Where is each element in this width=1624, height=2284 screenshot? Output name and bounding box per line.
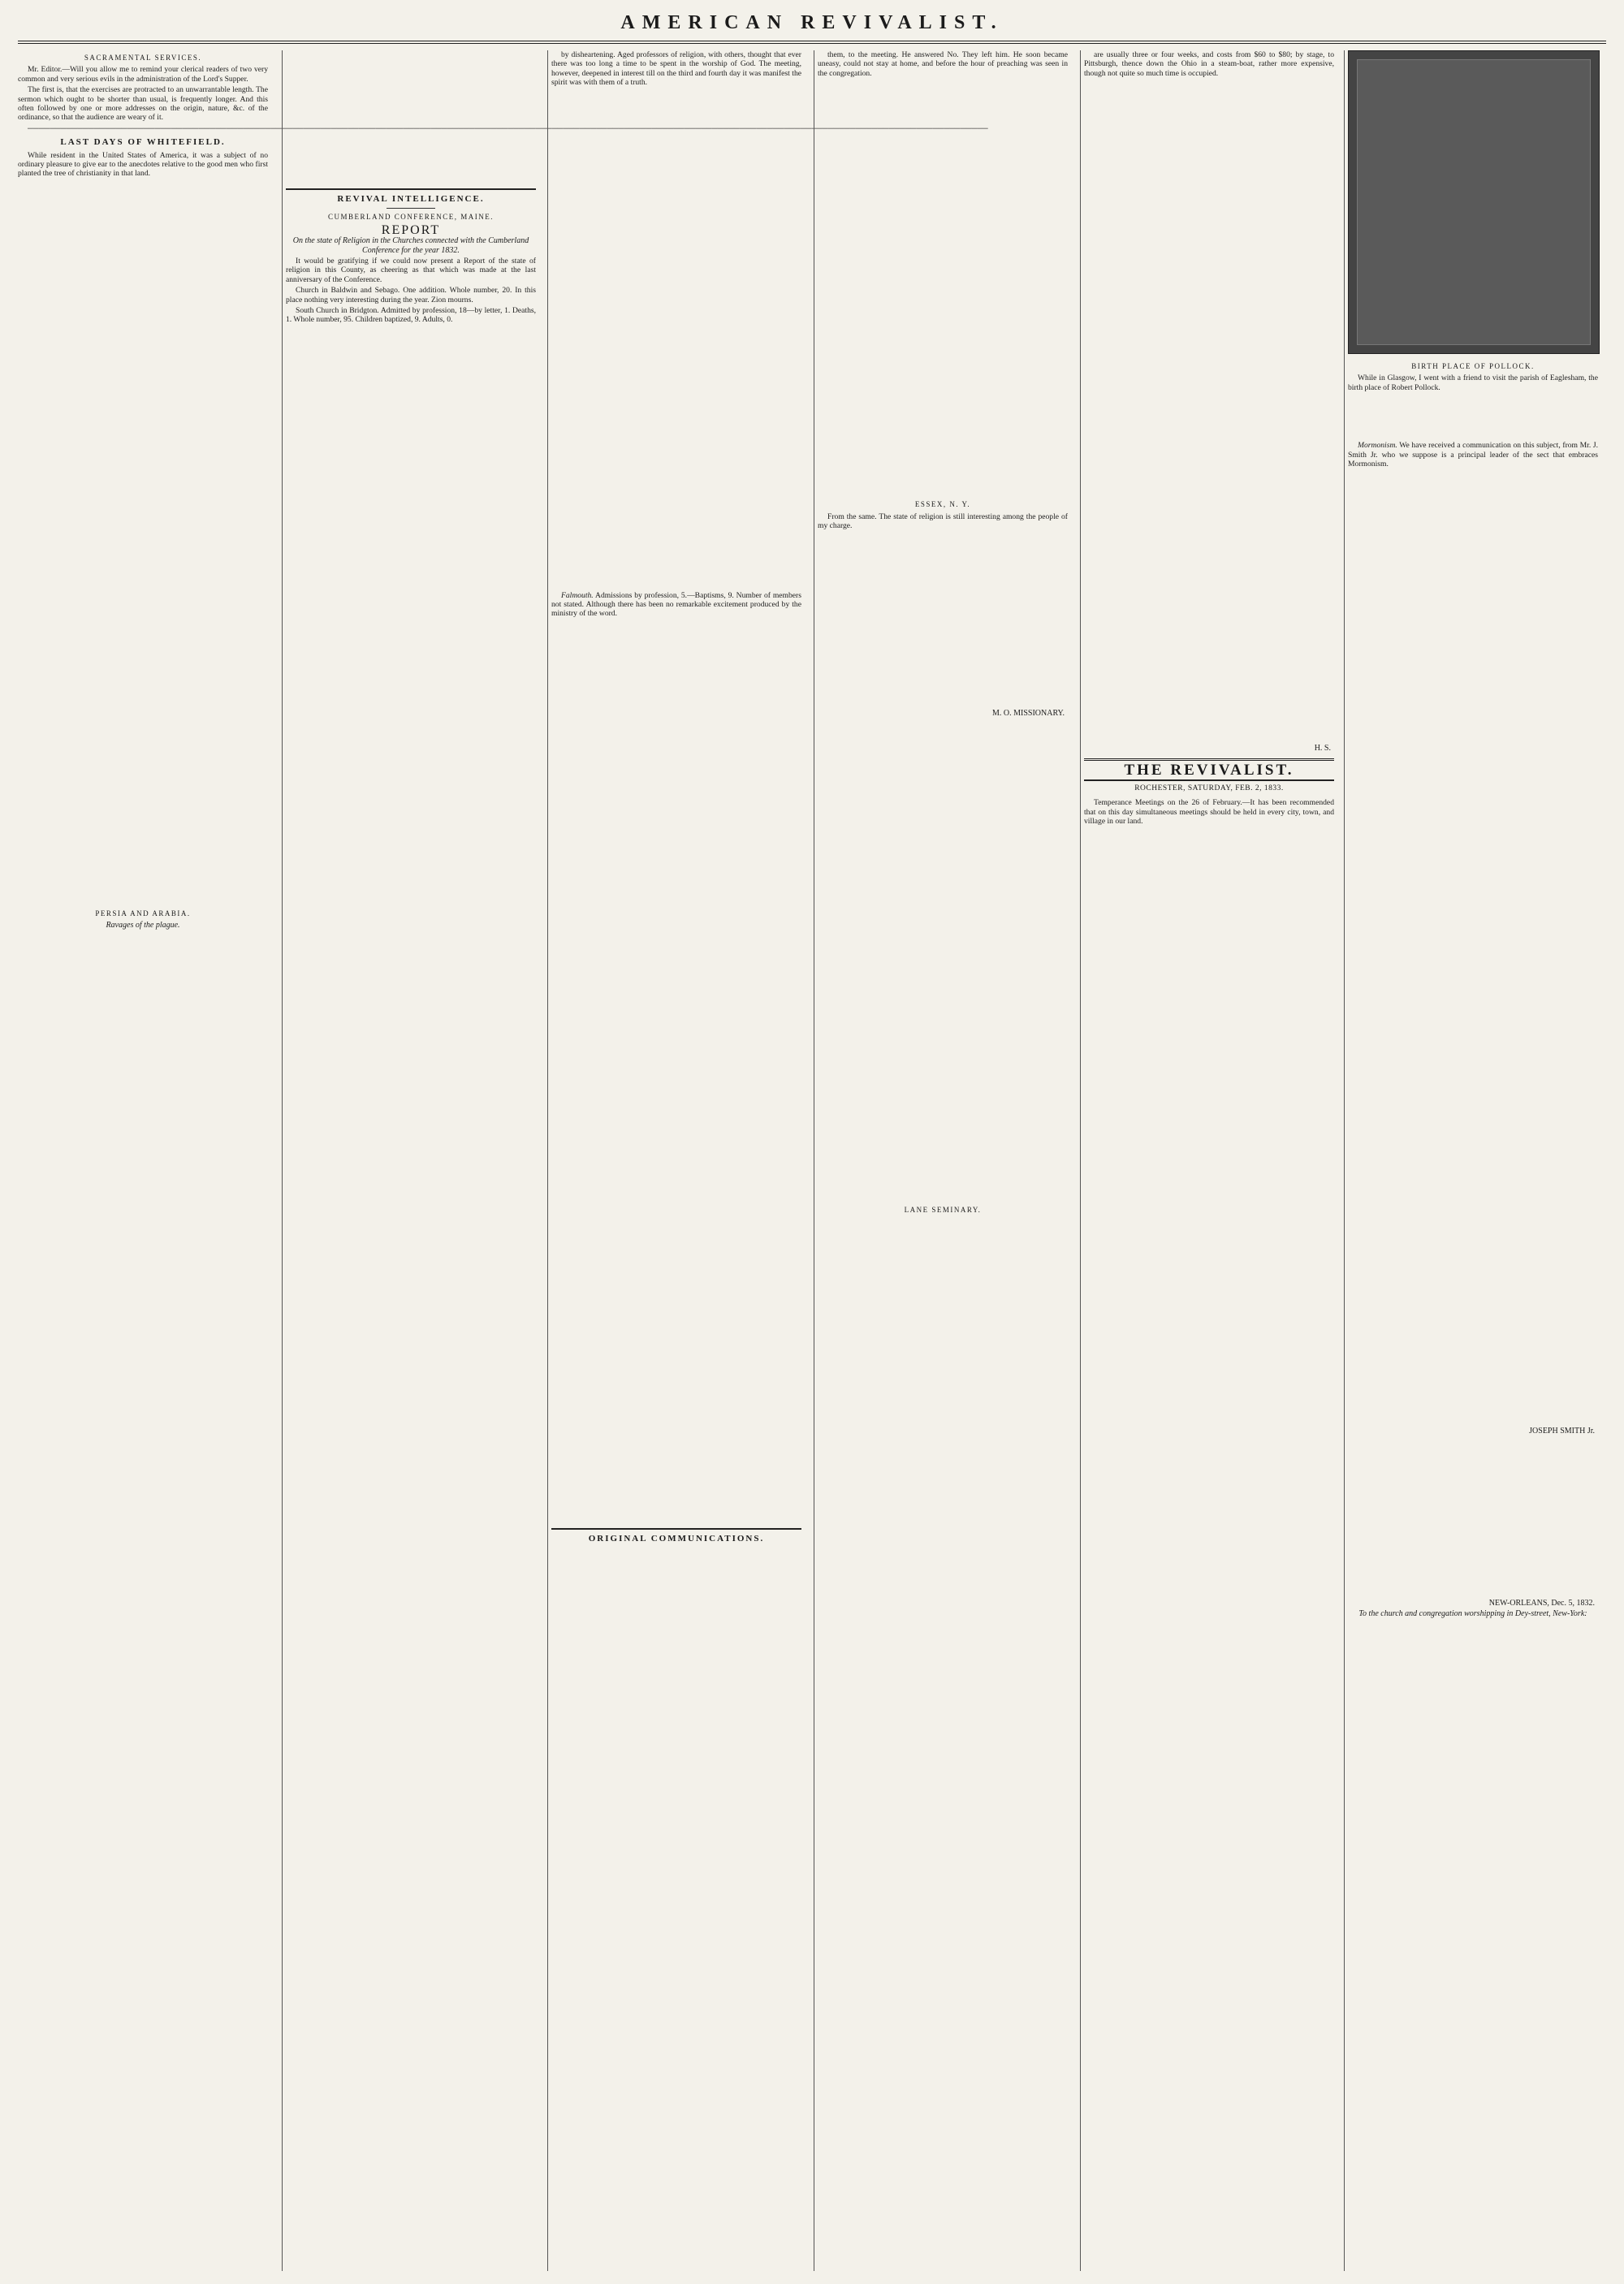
report-p2: Church in Baldwin and Sebago. One addition. Whole number, 20. In this place nothing very interesting during the year. Zion mourns. <box>286 286 536 304</box>
column3-p1: by disheartening. Aged professors of religion, with others, thought that ever there was too long a time to be spent in the worship of God. The meeting, however, deepened in interest till on the third and fourth day it was manifest the spirit was with them of a truth. <box>551 50 801 88</box>
engraving-image <box>1348 50 1600 354</box>
article-sacramental-p1: Mr. Editor.—Will you allow me to remind your clerical readers of two very common and very serious evils in the administration of the Lord's Supper. <box>18 65 268 84</box>
mormonism-p <box>1348 441 1598 468</box>
report-subtitle: On the state of Religion in the Churches connected with the Cumberland Conference for the year 1832. <box>292 236 529 255</box>
heading-whitefield: LAST DAYS OF WHITEFIELD. <box>60 137 226 148</box>
article-sacramental-p2: The first is, that the exercises are protracted to an unwarrantable length. The sermon which ought to be shorter than usual, is frequently longer. And this often followed by one or more addresses on the origin, nature, &c. of the ordinance, so that the audience are weary of it. <box>18 85 268 123</box>
signature-hs: H. S. <box>1314 744 1331 753</box>
letter-salutation: To the church and congregation worshipping in Dey-street, New-York: <box>1358 1609 1587 1619</box>
report-p3: South Church in Bridgton. Admitted by profession, 18—by letter, 1. Deaths, 1. Whole number, 95. Children baptized, 9. Adults, 0. <box>286 306 536 325</box>
engraving-frame <box>1357 59 1591 345</box>
column-rule <box>282 50 283 2271</box>
masthead-rule <box>18 41 1606 44</box>
pollock-p1: While in Glasgow, I went with a friend to visit the parish of Eaglesham, the birth place of Robert Pollock. <box>1348 373 1598 392</box>
mormonism-text: We have received a communication on this subject, from Mr. J. Smith Jr. who we suppose is a principal leader of the sect that embraces Mormonism. <box>1348 441 1599 469</box>
column-5 <box>1084 50 1334 2271</box>
heading-plague: Ravages of the plague. <box>106 921 180 930</box>
masthead-title: AMERICAN REVIVALIST. <box>620 12 1004 33</box>
signature-missionary: M. O. MISSIONARY. <box>991 709 1065 719</box>
mormonism-heading: Mormonism. <box>1358 441 1397 451</box>
heading-revival-intelligence: REVIVAL INTELLIGENCE. <box>337 194 485 204</box>
column-3 <box>551 50 801 2271</box>
heading-original-communications: ORIGINAL COMMUNICATIONS. <box>588 1533 765 1544</box>
section-title-revivalist: THE REVIVALIST. <box>1084 758 1334 781</box>
column-rule <box>547 50 548 2271</box>
section-rule <box>286 188 536 190</box>
heading-cumberland: CUMBERLAND CONFERENCE, MAINE. <box>327 213 494 222</box>
temperance-p: Temperance Meetings on the 26 of February.—It has been recommended that on this day simultaneous meetings should be held in every city, town, and village in our land. <box>1084 798 1334 827</box>
column-rule <box>1344 50 1345 2271</box>
article-whitefield-p1: While resident in the United States of America, it was a subject of no ordinary pleasure to give ear to the anecdotes relative to the good men who first planted the tree of christianity in that land. <box>18 150 268 179</box>
heading-lane-seminary: LANE SEMINARY. <box>904 1205 982 1214</box>
newspaper-page <box>18 8 1606 2278</box>
falmouth-heading: Falmouth. <box>561 590 594 600</box>
column-rule <box>1080 50 1081 2271</box>
heading-pollock: BIRTH PLACE OF POLLOCK. <box>1411 362 1535 370</box>
heading-persia: PERSIA AND ARABIA. <box>95 909 191 917</box>
column4-p2: From the same. The state of religion is still interesting among the people of my charge. <box>818 512 1068 531</box>
heading-report: REPORT <box>381 222 441 237</box>
heading-essex: ESSEX, N. Y. <box>914 500 971 509</box>
dateline: ROCHESTER, SATURDAY, FEB. 2, 1833. <box>1134 784 1284 793</box>
section-rule <box>551 1528 801 1530</box>
filler-text: ────────────────────────────────────────────────────────────────────────────────────────────────────────────────────────────────────────────────────────────────────────────── <box>28 123 988 133</box>
signature-joseph-smith: JOSEPH SMITH Jr. <box>1529 1427 1595 1436</box>
column-6 <box>1348 359 1598 2271</box>
heading-new-orleans: NEW-ORLEANS, Dec. 5, 1832. <box>1488 1598 1595 1608</box>
column-4 <box>818 50 1068 2271</box>
heading-sacramental: SACRAMENTAL SERVICES. <box>84 54 202 62</box>
column-2 <box>286 50 536 2271</box>
column5-p1: are usually three or four weeks, and costs from $60 to $80; by stage, to Pittsburgh, thence down the Ohio in a steam-boat, rather more expensive, though not quite so much time is occupied. <box>1084 50 1334 78</box>
falmouth-p <box>551 591 801 619</box>
column4-p1: them, to the meeting. He answered No. They left him. He soon became uneasy, could not stay at home, and before the hour of preaching was seen in the congregation. <box>818 50 1068 78</box>
short-rule <box>387 208 435 209</box>
falmouth-text: Admissions by profession, 5.—Baptisms, 9. Number of members not stated. Although there has been no remarkable excitement produced by the ministry of the word. <box>551 590 801 619</box>
report-p1: It would be gratifying if we could now present a Report of the state of religion in this County, as cheering as that which was made at the last anniversary of the Conference. <box>286 257 536 284</box>
